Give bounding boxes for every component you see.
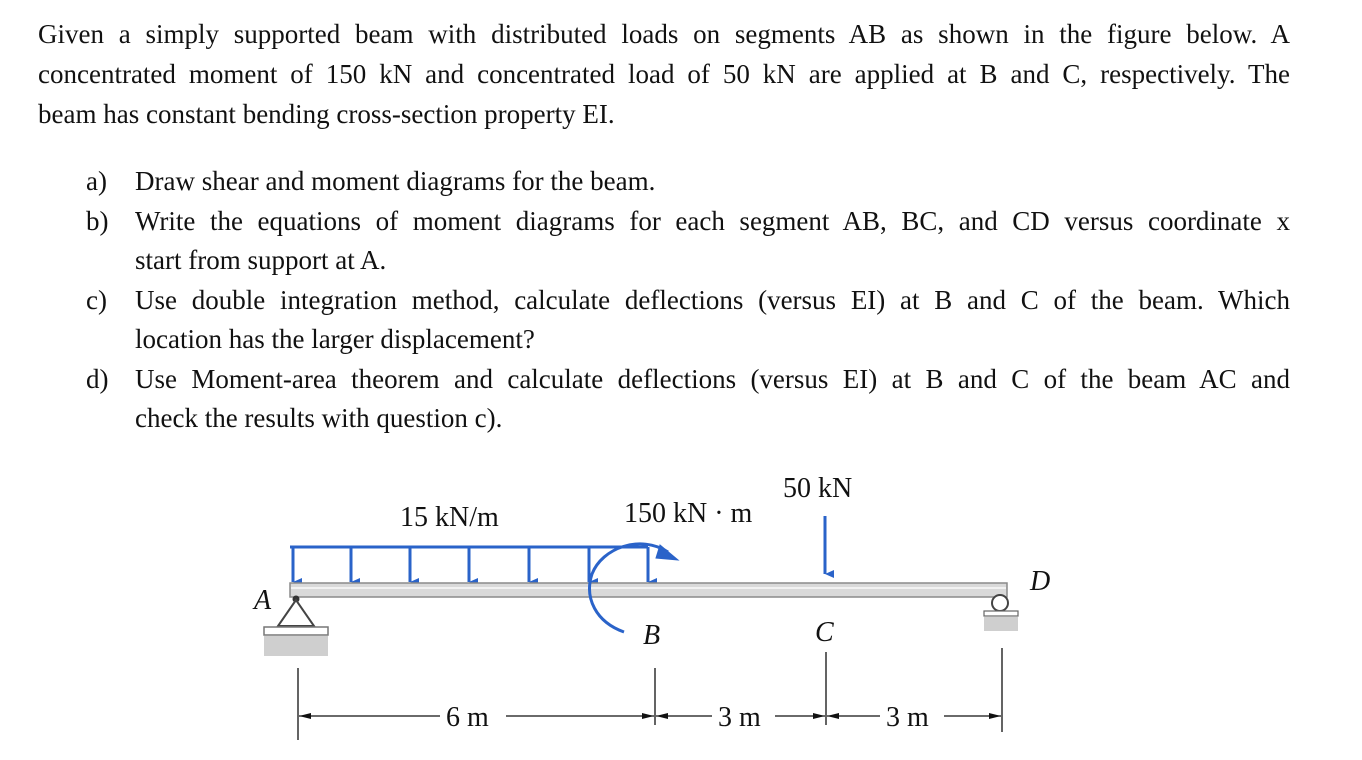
question-text: Use Moment-area theorem and calculate deflections (versus EI) at B and C of the beam AC and — [135, 363, 1290, 394]
beam — [290, 583, 1007, 597]
distributed-load-label: 15 kN/m — [400, 502, 499, 533]
question-text: Write the equations of moment diagrams for each segment AB, BC, and CD versus coordinate x — [135, 205, 1290, 236]
question-text: start from support at A. — [135, 245, 387, 275]
label-b: B — [643, 620, 661, 651]
point-load-label: 50 kN — [783, 473, 853, 504]
question-label: b) — [86, 205, 109, 236]
question-label: c) — [86, 284, 107, 315]
beam-body — [290, 583, 1007, 597]
question-label: a) — [86, 166, 107, 196]
question-text: Draw shear and moment diagrams for the beam. — [135, 166, 656, 196]
label-d: D — [1030, 566, 1051, 597]
question-text: location has the larger displacement? — [135, 324, 535, 354]
intro-line-3: beam has constant bending cross-section property EI. — [38, 99, 615, 129]
intro-line-2: concentrated moment of 150 kN and concentrated load of 50 kN are applied at B and C, respectively. The — [38, 59, 1290, 89]
pin-support-a — [264, 596, 328, 657]
roller-support-d — [984, 595, 1018, 631]
label-c: C — [815, 617, 834, 648]
intro-line-1: Given a simply supported beam with distributed loads on segments AB as shown in the figure below. A — [38, 19, 1290, 49]
question-label: d) — [86, 363, 109, 394]
dim-ab-label: 6 m — [446, 702, 489, 733]
moment-label: 150 kN · m — [624, 498, 753, 529]
question-text: Use double integration method, calculate deflections (versus EI) at B and C of the beam. Which — [135, 284, 1290, 315]
question-text: check the results with question c). — [135, 403, 503, 433]
dim-cd-label: 3 m — [886, 702, 929, 733]
distributed-load — [290, 547, 648, 582]
label-a: A — [254, 585, 272, 616]
dim-bc-label: 3 m — [718, 702, 761, 733]
